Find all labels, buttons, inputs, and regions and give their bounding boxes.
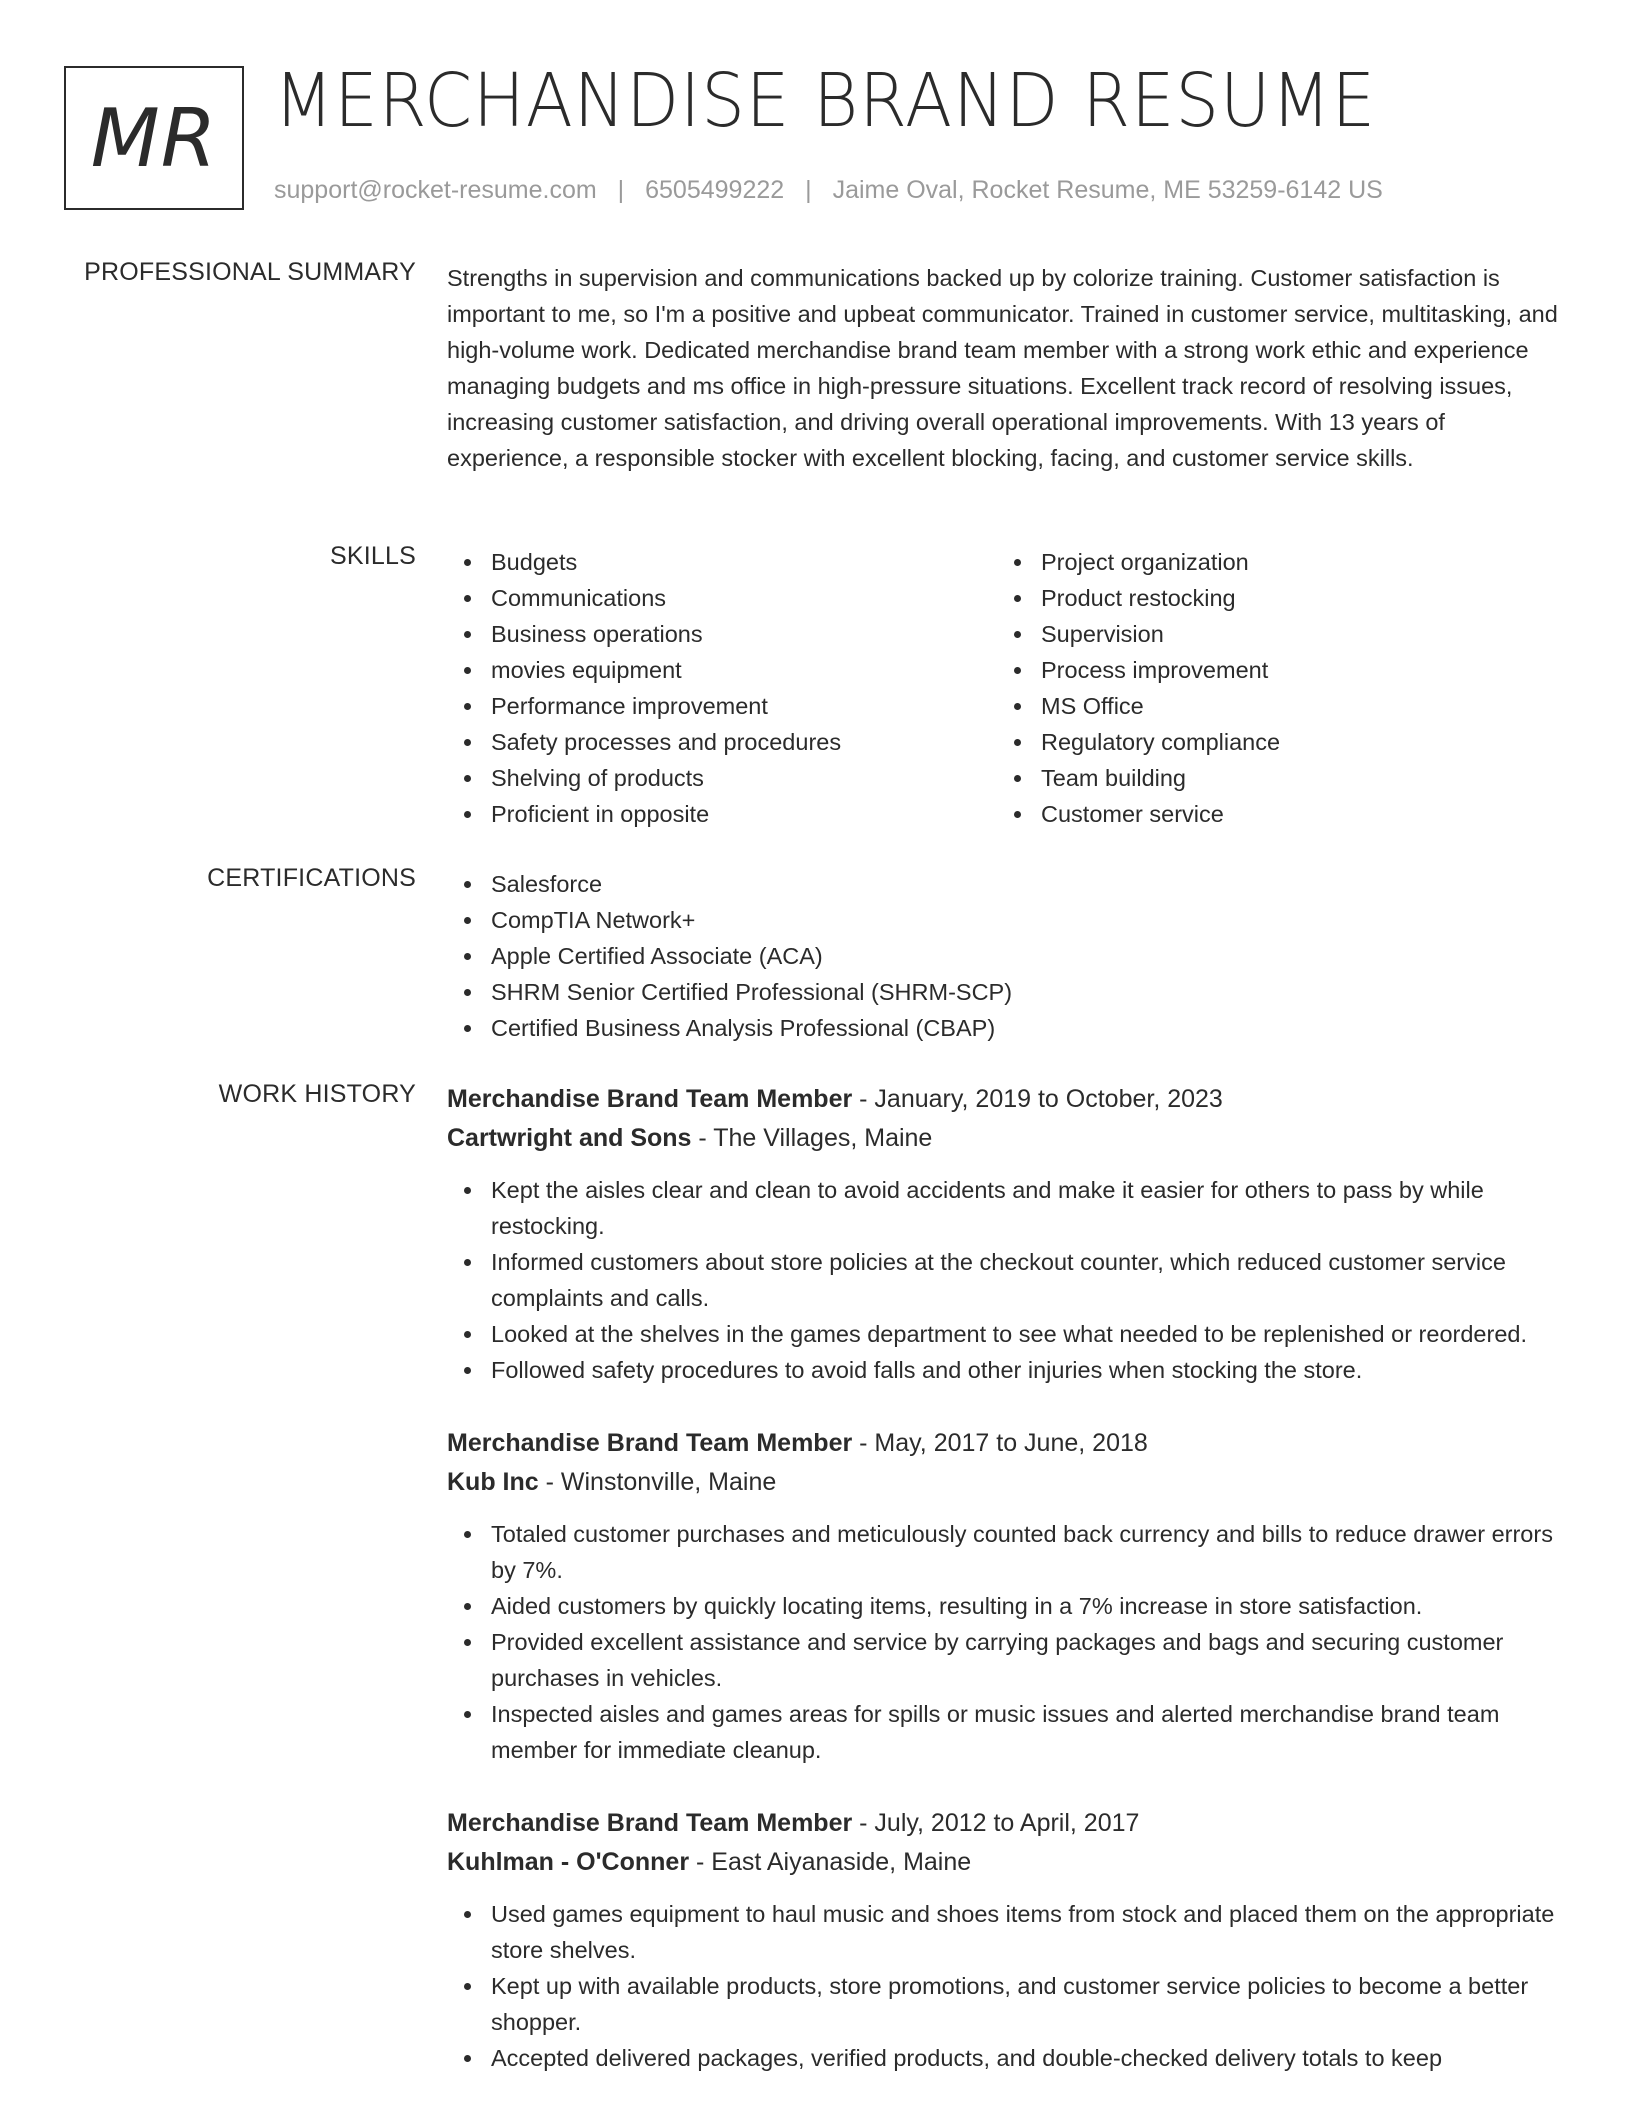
- job-bullet: Inspected aisles and games areas for spills or music issues and alerted merchandise brand team member for immediate cleanup.: [447, 1696, 1567, 1768]
- job-location: - Winstonville, Maine: [538, 1468, 777, 1496]
- skill-item: Business operations: [447, 616, 997, 652]
- job-bullets: [447, 1172, 1567, 1388]
- job-location: - The Villages, Maine: [691, 1124, 933, 1152]
- contact-address: Jaime Oval, Rocket Resume, ME 53259-6142 US: [832, 176, 1383, 204]
- job-title: Merchandise Brand Team Member: [447, 1809, 853, 1837]
- job-bullet: Kept the aisles clear and clean to avoid accidents and make it easier for others to pass by while restocking.: [447, 1172, 1567, 1244]
- monogram-initials: MR: [90, 91, 218, 185]
- skill-item: Budgets: [447, 544, 997, 580]
- skill-item: Customer service: [997, 796, 1547, 832]
- job-title-line: [447, 1424, 1567, 1462]
- contact-line: [274, 176, 1383, 205]
- job-bullet: Totaled customer purchases and meticulously counted back currency and bills to reduce drawer errors by 7%.: [447, 1516, 1567, 1588]
- contact-phone: 6505499222: [645, 176, 785, 204]
- certification-item: CompTIA Network+: [447, 902, 1567, 938]
- skill-item: Project organization: [997, 544, 1547, 580]
- job-company-line: [447, 1462, 1567, 1502]
- certification-item: SHRM Senior Certified Professional (SHRM-SCP): [447, 974, 1567, 1010]
- job-bullet: Looked at the shelves in the games department to see what needed to be replenished or reordered.: [447, 1316, 1567, 1352]
- job-title: Merchandise Brand Team Member: [447, 1429, 853, 1457]
- job-location: - East Aiyanaside, Maine: [689, 1848, 972, 1876]
- job-company-line: [447, 1118, 1567, 1158]
- job-bullet: Followed safety procedures to avoid falls and other injuries when stocking the store.: [447, 1352, 1567, 1388]
- contact-email: support@rocket-resume.com: [274, 176, 597, 204]
- skill-item: Performance improvement: [447, 688, 997, 724]
- skill-item: Communications: [447, 580, 997, 616]
- skills-list-right: [997, 544, 1547, 832]
- job-company: Kuhlman - O'Conner: [447, 1848, 690, 1876]
- skill-item: Regulatory compliance: [997, 724, 1547, 760]
- section-label-summary: PROFESSIONAL SUMMARY: [84, 258, 416, 286]
- skill-item: Product restocking: [997, 580, 1547, 616]
- job-title-line: [447, 1080, 1567, 1118]
- certifications-list: [447, 866, 1567, 1046]
- section-label-work-history: WORK HISTORY: [218, 1080, 416, 1108]
- job-bullet: Accepted delivered packages, verified products, and double-checked delivery totals to keep: [447, 2040, 1567, 2076]
- job-company: Kub Inc: [447, 1468, 539, 1496]
- job-dates: - May, 2017 to June, 2018: [852, 1429, 1148, 1457]
- job-bullets: [447, 1516, 1567, 1768]
- skill-item: Process improvement: [997, 652, 1547, 688]
- job-dates: - July, 2012 to April, 2017: [852, 1809, 1140, 1837]
- skill-item: Proficient in opposite: [447, 796, 997, 832]
- job-entry: [447, 1424, 1567, 1768]
- job-company-line: [447, 1842, 1567, 1882]
- certification-item: Apple Certified Associate (ACA): [447, 938, 1567, 974]
- job-bullet: Kept up with available products, store promotions, and customer service policies to become a better shopper.: [447, 1968, 1567, 2040]
- certification-item: Certified Business Analysis Professional (CBAP): [447, 1010, 1567, 1046]
- job-title: Merchandise Brand Team Member: [447, 1085, 853, 1113]
- skill-item: Supervision: [997, 616, 1547, 652]
- monogram-box: [64, 66, 244, 210]
- job-bullet: Aided customers by quickly locating items, resulting in a 7% increase in store satisfaction.: [447, 1588, 1567, 1624]
- contact-separator: |: [805, 176, 812, 204]
- skill-item: Team building: [997, 760, 1547, 796]
- section-label-skills: SKILLS: [330, 542, 416, 570]
- certification-item: Salesforce: [447, 866, 1567, 902]
- skill-item: Safety processes and procedures: [447, 724, 997, 760]
- job-entry: [447, 1080, 1567, 1388]
- skill-item: MS Office: [997, 688, 1547, 724]
- job-dates: - January, 2019 to October, 2023: [852, 1085, 1223, 1113]
- job-bullet: Informed customers about store policies at the checkout counter, which reduced customer service complaints and calls.: [447, 1244, 1567, 1316]
- summary-text: Strengths in supervision and communications backed up by colorize training. Customer satisfaction is important to me, so I'm a positive and upbeat communicator. Trained in customer service, multitasking, and high-volume work. Dedicated merchandise brand team member with a strong work ethic and experience managing budgets and ms office in high-pressure situations. Excellent track record of resolving issues, increasing customer satisfaction, and driving overall operational improvements. With 13 years of experience, a responsible stocker with excellent blocking, facing, and customer service skills.: [447, 265, 1558, 471]
- job-company: Cartwright and Sons: [447, 1124, 692, 1152]
- skill-item: Shelving of products: [447, 760, 997, 796]
- job-bullet: Used games equipment to haul music and shoes items from stock and placed them on the appropriate store shelves.: [447, 1896, 1567, 1968]
- job-entry: [447, 1804, 1567, 2076]
- resume-title: MERCHANDISE BRAND RESUME: [274, 58, 1377, 144]
- job-bullets: [447, 1896, 1567, 2076]
- job-title-line: [447, 1804, 1567, 1842]
- contact-separator: |: [617, 176, 625, 204]
- job-bullet: Provided excellent assistance and service by carrying packages and bags and securing customer purchases in vehicles.: [447, 1624, 1567, 1696]
- section-label-certifications: CERTIFICATIONS: [207, 864, 416, 892]
- skill-item: movies equipment: [447, 652, 997, 688]
- skills-list-left: [447, 544, 997, 832]
